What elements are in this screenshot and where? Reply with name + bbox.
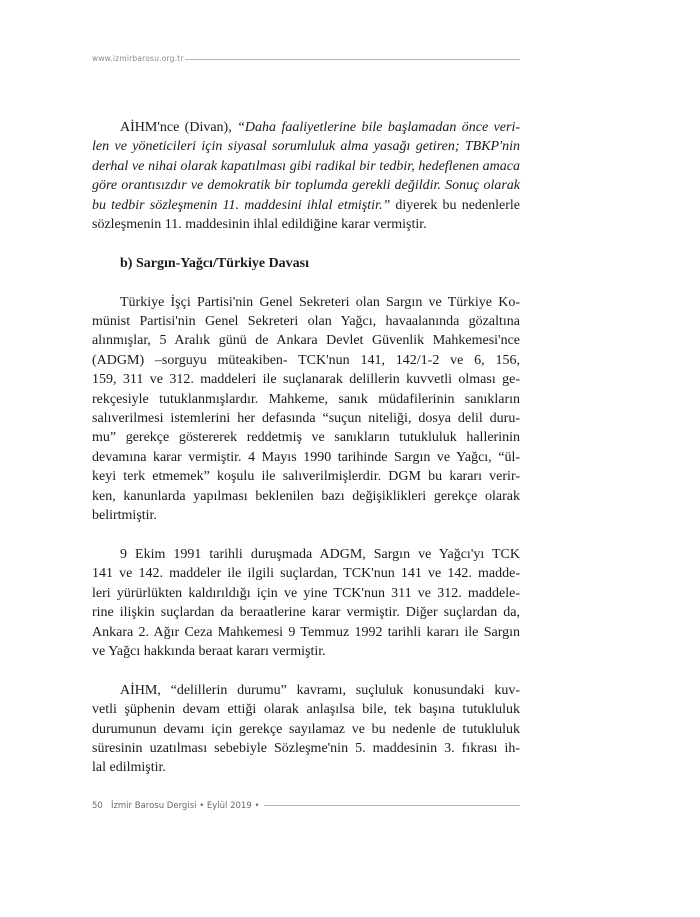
text-line: lal edilmiştir.: [92, 760, 166, 776]
quote-span: derhal ve nihai olarak kapatılması gibi radikal bir tedbir, hedeflenen amaca: [92, 158, 520, 174]
text-line: [92, 176, 520, 195]
issue-date: Eylül 2019: [206, 801, 252, 811]
text-line: belirtmiştir.: [92, 508, 157, 524]
text-line: münist Partisi'nin Genel Sekreteri olan Yağcı, havaalanında gözaltına: [92, 314, 520, 330]
quote-span: bu tedbir sözleşmenin 11. maddesini ihlal etmiştir.”: [92, 197, 391, 213]
text-line: devamına karar vermiştir. 4 Mayıs 1990 tarihinde Sargın ve Yağcı, “ül-: [92, 449, 520, 465]
footer-separator: •: [254, 801, 260, 811]
text-line: süresinin uzatılması sebebiyle Sözleşme'nin 5. maddesinin 3. fıkrası ih-: [92, 740, 520, 756]
text-line: ve Yağcı hakkında beraat kararı vermiştir.: [92, 643, 326, 659]
text-line: alınmışlar, 5 Aralık günü de Ankara Devlet Güvenlik Mahkemesi'nce: [92, 333, 520, 349]
text-line: vetli şüphenin devam ettiği olarak anlaşılsa bile, tek başına tutukluluk: [92, 702, 520, 718]
text-line: Türkiye İşçi Partisi'nin Genel Sekreteri olan Sargın ve Türkiye Ko-: [120, 294, 520, 310]
header-url: www.izmirbarosu.org.tr: [92, 54, 184, 63]
footer-text: [92, 800, 259, 812]
quote-span: len ve yöneticileri için siyasal sorumluluk alma yasağı getiren; TBKP'nin: [92, 139, 520, 155]
text-line: salıverilmesi istemlerini her defasında “suçun niteliği, dosya delil duru-: [92, 411, 520, 427]
text-line: ken, kanunlarda yapılması beklenilen bazı değişiklikleri gerekçe olarak: [92, 488, 520, 504]
text-span: diyerek bu nedenlerle: [390, 197, 520, 213]
page-body: [92, 118, 520, 797]
text-line: AİHM, “delillerin durumu” kavramı, suçluluk konusundaki kuv-: [120, 682, 520, 698]
text-line: keyi terk etmemek” koşulu ile salıverilmişlerdir. DGM bu kararı verir-: [92, 469, 520, 485]
paragraph-3: [92, 545, 520, 661]
header-rule: [185, 59, 520, 60]
text-line: [92, 196, 520, 215]
text-line: durumunun devamı için gerekçe sayılamaz ve bu nedenle de tutukluluk: [92, 721, 520, 737]
text-line: 9 Ekim 1991 tarihli duruşmada ADGM, Sargın ve Yağcı'yı TCK: [120, 546, 520, 562]
page-header: [92, 52, 520, 66]
paragraph-4: [92, 681, 520, 778]
text-line: rekçesiyle tutuklanmışlardır. Mahkeme, sanık müdafilerinin sanıkların: [92, 391, 520, 407]
text-line: mu” gerekçe göstererek reddetmiş ve sanıkların tutukluluk hallerinin: [92, 430, 520, 446]
page-number: 50: [92, 801, 103, 811]
text-line: 159, 311 ve 312. maddeleri ile suçlanarak delillerin kuvvetli olması ge-: [92, 372, 520, 388]
text-line: sözleşmenin 11. maddesinin ihlal edildiğine karar vermiştir.: [92, 217, 427, 233]
paragraph-2: [92, 293, 520, 526]
text-line: [92, 157, 520, 176]
section-heading: b) Sargın-Yağcı/Türkiye Davası: [120, 255, 310, 271]
text-span: AİHM'nce (Divan),: [120, 120, 238, 135]
paragraph-1: [92, 118, 520, 234]
quote-span: “Daha faaliyetlerine bile başlamadan önce veri-: [237, 120, 520, 135]
text-line: [92, 118, 520, 137]
footer-separator: •: [199, 801, 205, 811]
page-footer: [92, 797, 520, 815]
text-line: Ankara 2. Ağır Ceza Mahkemesi 9 Temmuz 1992 tarihli kararı ile Sargın: [92, 624, 520, 640]
text-line: rine ilişkin suçlardan da beraatlerine karar vermiştir. Diğer suçlardan da,: [92, 605, 520, 621]
journal-name: İzmir Barosu Dergisi: [110, 801, 197, 811]
text-line: 141 ve 142. maddeler ile ilgili suçlardan, TCK'nun 141 ve 142. madde-: [92, 566, 520, 582]
footer-rule: [264, 805, 520, 806]
text-line: (ADGM) –sorguyu müteakiben- TCK'nun 141, 142/1-2 ve 6, 156,: [92, 352, 520, 368]
text-line: [92, 137, 520, 156]
quote-span: göre orantısızdır ve demokratik bir toplumda gerekli değildir. Sonuç olarak: [92, 178, 520, 194]
text-line: leri yürürlükten kaldırıldığı için ve yine TCK'nun 311 ve 312. maddele-: [92, 585, 520, 601]
